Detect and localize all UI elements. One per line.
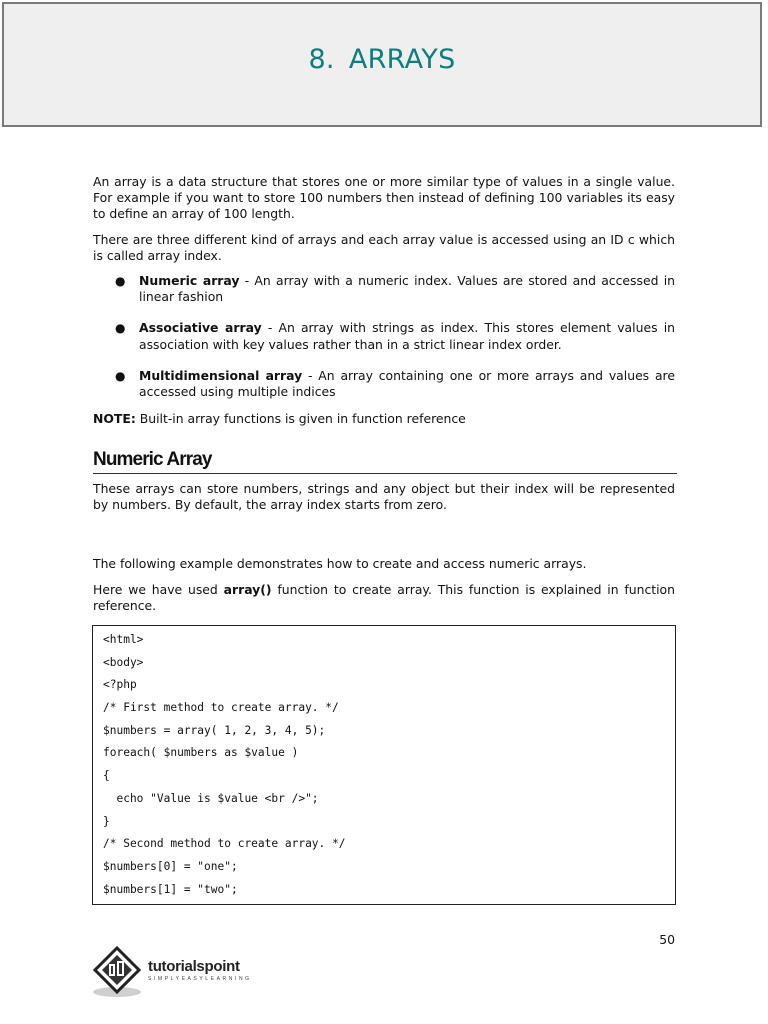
chapter-title-text: ARRAYS: [348, 44, 456, 75]
bullet-term: Associative array: [139, 320, 262, 336]
tutorialspoint-logo: [91, 944, 291, 1000]
intro-text-2: There are three different kind of arrays and each array value is accessed using an ID c which is called array index.: [93, 232, 675, 264]
bullet-term: Multidimensional array: [139, 367, 303, 383]
section-text-2: The following example demonstrates how to create and access numeric arrays.: [93, 556, 587, 571]
intro-paragraph-2: [93, 232, 675, 264]
code-line: {: [103, 769, 110, 783]
logo-wordmark: tutorialspoint: [148, 958, 240, 975]
note-text: Built-in array functions is given in function reference: [135, 411, 466, 426]
section-text-3b: function to create array. This function is explained in function reference.: [93, 582, 675, 614]
page-number: 50: [659, 932, 675, 947]
bullet-text: - An array with a numeric index. Values are stored and accessed in linear fashion: [139, 273, 675, 305]
list-item: [93, 368, 675, 400]
bullet-text: - An array containing one or more arrays and values are accessed using multiple indices: [139, 367, 675, 400]
section-text-1: These arrays can store numbers, strings and any object but their index will be represented by numbers. By default, the array index starts from zero.: [93, 481, 675, 513]
code-line: echo "Value is $value <br />";: [103, 791, 319, 805]
chapter-header: [2, 2, 762, 127]
code-line: /* Second method to create array. */: [103, 837, 346, 851]
bullet-icon: ●: [115, 321, 126, 336]
list-item: [93, 273, 675, 305]
section-paragraph-1: [93, 481, 675, 513]
chapter-title: [4, 44, 760, 75]
code-line: $numbers = array( 1, 2, 3, 4, 5);: [103, 723, 326, 737]
note: [93, 411, 675, 427]
code-line: foreach( $numbers as $value ): [103, 746, 299, 760]
list-item: [93, 320, 675, 352]
section-text-3a: Here we have used: [93, 582, 224, 597]
code-line: <html>: [103, 633, 144, 646]
section-paragraph-2: [93, 556, 675, 572]
chapter-number: 8.: [308, 44, 335, 75]
intro-text-1: An array is a data structure that stores one or more similar type of values in a single value. For example if you want to store 100 numbers then instead of defining 100 variables its easy to define an array of 100 length.: [93, 174, 675, 222]
bullet-icon: ●: [115, 368, 126, 383]
note-label: NOTE:: [93, 411, 136, 426]
code-line: $numbers[0] = "one";: [103, 859, 238, 873]
intro-paragraph-1: [93, 174, 675, 223]
code-line: $numbers[1] = "two";: [103, 882, 238, 896]
section-heading: Numeric Array: [93, 449, 677, 474]
array-types-list: [93, 273, 675, 415]
code-line: <body>: [103, 655, 144, 669]
logo-tagline: SIMPLYEASYLEARNING: [148, 976, 252, 982]
code-line: }: [103, 814, 110, 828]
bullet-icon: ●: [115, 274, 126, 288]
section-paragraph-3: [93, 582, 675, 614]
array-function-name: array(): [223, 582, 272, 597]
code-line: /* First method to create array. */: [103, 701, 339, 715]
logo-emblem-icon: [91, 944, 147, 1000]
code-block: [92, 625, 676, 905]
bullet-term: Numeric array: [139, 273, 240, 288]
bullet-text: - An array with strings as index. This stores element values in association with key values rather than in a strict linear index order.: [139, 320, 675, 352]
code-line: <?php: [103, 678, 137, 692]
